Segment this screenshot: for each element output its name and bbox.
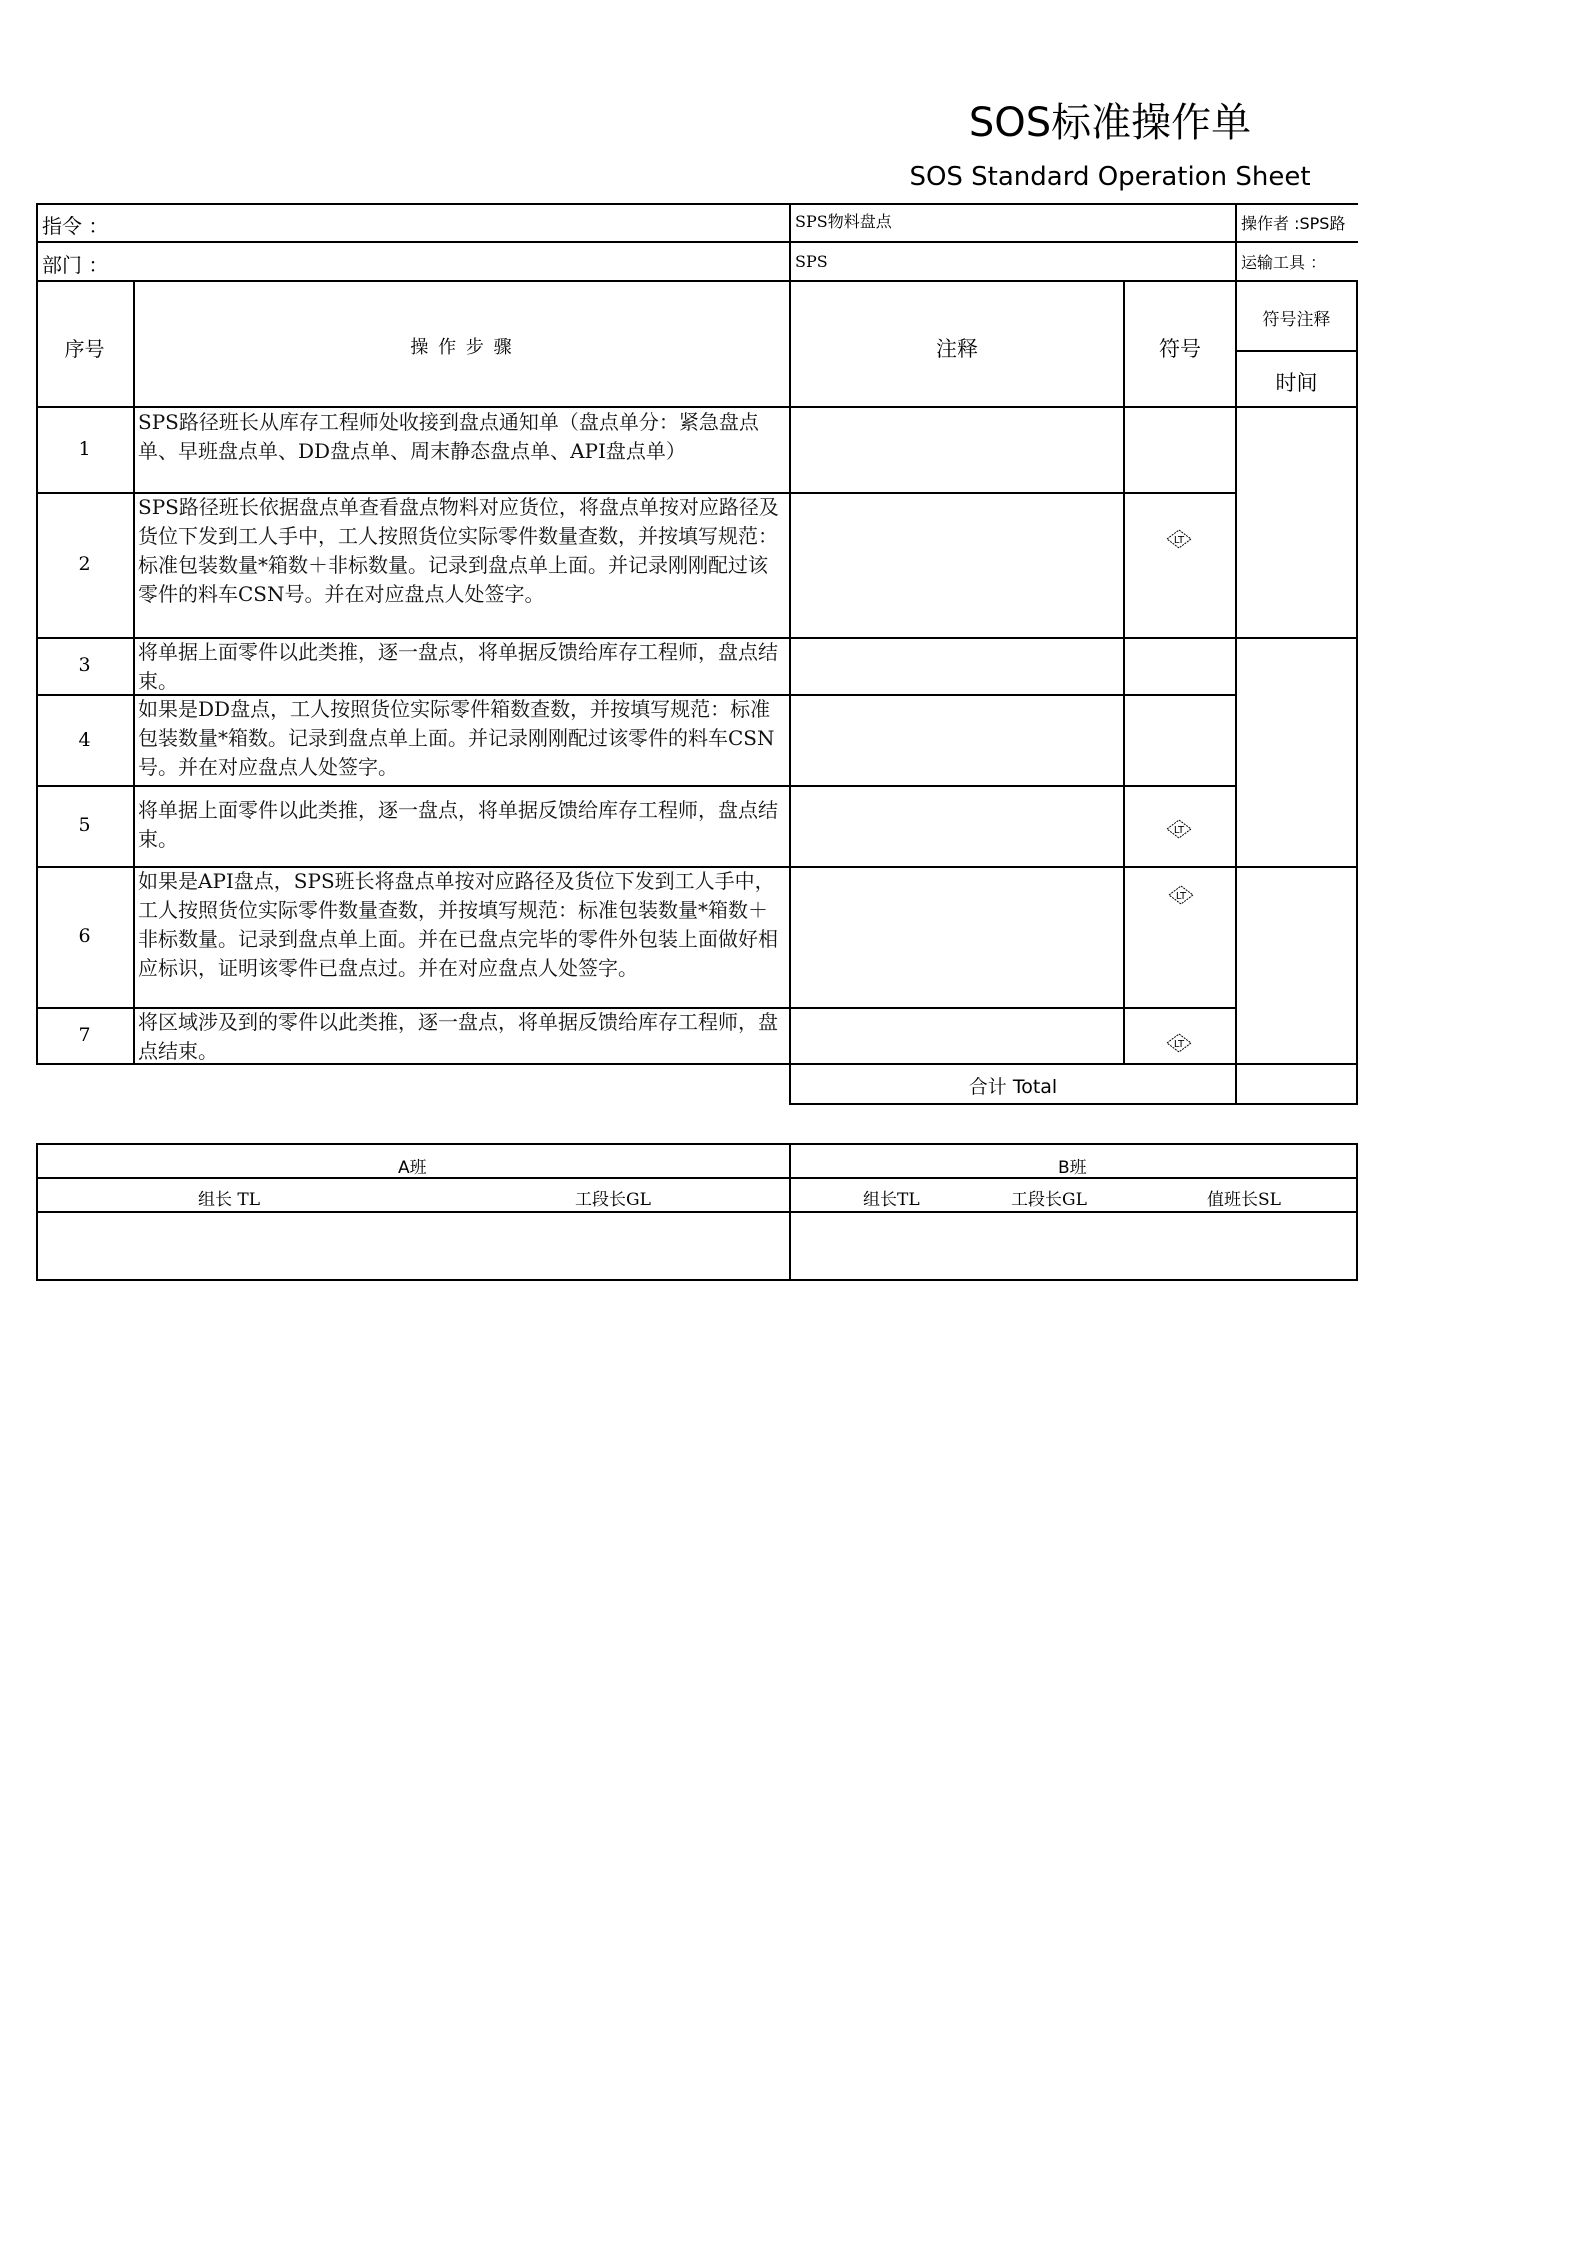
a-shift-role-tl: 组长 TL bbox=[198, 1190, 261, 1210]
a-shift-role-gl: 工段长GL bbox=[575, 1190, 651, 1210]
col-header-steps: 操 作 步 骤 bbox=[410, 337, 514, 358]
step-text[interactable]: 将区域涉及到的零件以此类推，逐一盘点，将单据反馈给库存工程师，盘点结束。 bbox=[138, 1010, 778, 1063]
total-label: 合计 Total bbox=[968, 1076, 1058, 1098]
col-divider bbox=[133, 280, 135, 1064]
step-text[interactable]: 将单据上面零件以此类推，逐一盘点，将单据反馈给库存工程师，盘点结束。 bbox=[138, 798, 778, 851]
step-text[interactable]: SPS路径班长从库存工程师处收接到盘点通知单（盘点单分：紧急盘点单、早班盘点单、DD盘点单、周末静态盘点单、API盘点单） bbox=[138, 410, 759, 463]
lt-diamond-icon bbox=[1168, 885, 1194, 905]
department-label: 部门 ： bbox=[42, 253, 109, 277]
row-divider bbox=[36, 785, 1235, 787]
step-text[interactable]: 将单据上面零件以此类推，逐一盘点，将单据反馈给库存工程师，盘点结束。 bbox=[138, 640, 778, 693]
sig-top-border bbox=[36, 1143, 1358, 1145]
b-shift-label: B班 bbox=[1058, 1158, 1087, 1178]
transport-label[interactable]: 运输工具 ： bbox=[1241, 253, 1327, 272]
total-value-cell[interactable] bbox=[1237, 1065, 1356, 1103]
step-number: 6 bbox=[78, 925, 91, 947]
lt-diamond-icon bbox=[1166, 819, 1192, 839]
table-right-border bbox=[1356, 280, 1358, 1104]
b-shift-role-tl: 组长TL bbox=[863, 1190, 920, 1210]
row-divider bbox=[36, 280, 1358, 282]
svg-text:LT: LT bbox=[1175, 891, 1187, 902]
a-shift-signature-area[interactable] bbox=[38, 1213, 789, 1279]
row-divider bbox=[36, 241, 1358, 243]
step-number: 1 bbox=[78, 438, 91, 460]
step-text[interactable]: SPS路径班长依据盘点单查看盘点物料对应货位，将盘点单按对应路径及货位下发到工人手中，工人按照货位实际零件数量查数，并按填写规范：标准包装数量*箱数＋非标数量。记录到盘点单上面。并记录刚刚配过该零件的料车CSN号。并在对应盘点人处签字。 bbox=[138, 495, 779, 606]
col-header-notes: 注释 bbox=[936, 337, 978, 361]
page-title-cn: SOS标准操作单 bbox=[968, 100, 1252, 146]
step-number: 2 bbox=[78, 553, 91, 575]
step-text[interactable]: 如果是DD盘点，工人按照货位实际零件箱数查数，并按填写规范：标准包装数量*箱数。记录到盘点单上面。并记录刚刚配过该零件的料车CSN号。并在对应盘点人处签字。 bbox=[138, 697, 775, 779]
b-shift-role-sl: 值班长SL bbox=[1207, 1190, 1281, 1210]
sig-bottom-border bbox=[36, 1279, 1358, 1281]
col-header-seq: 序号 bbox=[64, 337, 105, 361]
col-header-symbol: 符号 bbox=[1159, 337, 1201, 361]
col-header-symbol-legend: 符号注释 bbox=[1262, 310, 1331, 330]
svg-text:LT: LT bbox=[1173, 1039, 1185, 1050]
instruction-label: 指令 ： bbox=[42, 214, 109, 238]
svg-text:LT: LT bbox=[1173, 535, 1185, 546]
lt-diamond-icon bbox=[1166, 1033, 1192, 1053]
page-title-en: SOS Standard Operation Sheet bbox=[909, 162, 1311, 192]
sig-right-border bbox=[1356, 1143, 1358, 1281]
svg-text:LT: LT bbox=[1173, 825, 1185, 836]
row-divider bbox=[1235, 350, 1358, 352]
step-number: 5 bbox=[78, 814, 91, 836]
step-number: 4 bbox=[78, 729, 91, 751]
b-shift-role-gl: 工段长GL bbox=[1011, 1190, 1087, 1210]
department-value[interactable]: SPS bbox=[795, 252, 828, 271]
col-divider bbox=[1123, 280, 1125, 1064]
sig-row-divider bbox=[36, 1177, 1358, 1179]
step-number: 7 bbox=[78, 1024, 91, 1046]
operator-label[interactable]: 操作者 :SPS路 bbox=[1241, 214, 1346, 233]
total-bottom-border bbox=[789, 1103, 1358, 1105]
lt-diamond-icon bbox=[1166, 529, 1192, 549]
step-number: 3 bbox=[78, 654, 91, 676]
a-shift-label: A班 bbox=[398, 1158, 427, 1178]
col-header-time: 时间 bbox=[1275, 371, 1318, 395]
instruction-value[interactable]: SPS物料盘点 bbox=[795, 212, 892, 231]
col-divider bbox=[1235, 203, 1237, 1104]
step-text[interactable]: 如果是API盘点，SPS班长将盘点单按对应路径及货位下发到工人手中，工人按照货位实际零件数量查数，并按填写规范：标准包装数量*箱数＋非标数量。记录到盘点单上面。并在已盘点完毕的零件外包装上面做好相应标识，证明该零件已盘点过。并在对应盘点人处签字。 bbox=[138, 869, 778, 980]
b-shift-signature-area[interactable] bbox=[791, 1213, 1356, 1279]
table-top-border bbox=[36, 203, 1358, 205]
